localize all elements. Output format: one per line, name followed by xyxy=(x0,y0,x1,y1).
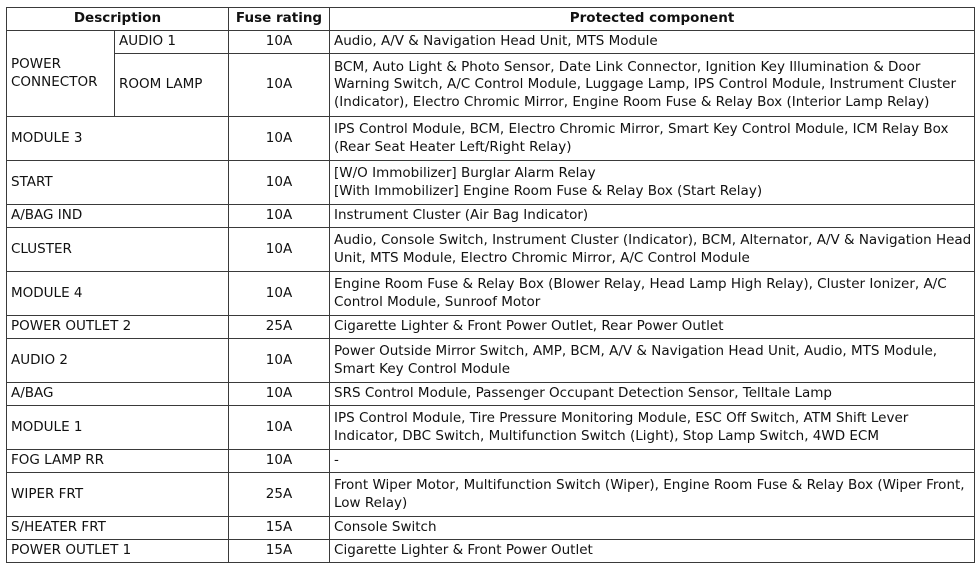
protected-component xyxy=(330,450,975,473)
fuse-description: A/BAG IND xyxy=(7,205,229,228)
protected-component-line: Cigarette Lighter & Front Power Outlet, Rear Power Outlet xyxy=(334,318,724,335)
protected-component: Audio, A/V & Navigation Head Unit, MTS Module xyxy=(330,31,975,54)
fuse-rating: 10A xyxy=(229,117,330,161)
fuse-description: MODULE 3 xyxy=(7,117,229,161)
table-row xyxy=(7,473,975,517)
table-row xyxy=(7,161,975,205)
protected-component xyxy=(330,54,975,117)
protected-component-line: Warning Switch, A/C Control Module, Luggage Lamp, IPS Control Module, Instrument Cluster xyxy=(334,76,957,93)
fuse-description: POWER OUTLET 1 xyxy=(7,540,229,563)
table-row xyxy=(7,316,975,339)
table-row xyxy=(7,383,975,406)
protected-component xyxy=(330,117,975,161)
table-row xyxy=(7,272,975,316)
fuse-rating: 15A xyxy=(229,540,330,563)
fuse-rating: 10A xyxy=(229,339,330,383)
protected-component-line: Power Outside Mirror Switch, AMP, BCM, A/V & Navigation Head Unit, Audio, MTS Module, xyxy=(334,343,938,359)
protected-component xyxy=(330,383,975,406)
protected-component-line: [W/O Immobilizer] Burglar Alarm Relay xyxy=(334,165,596,181)
fuse-description: START xyxy=(7,161,229,205)
fuse-rating: 10A xyxy=(229,205,330,228)
protected-component xyxy=(330,205,975,228)
protected-component-line: Indicator, DBC Switch, Multifunction Switch (Light), Stop Lamp Switch, 4WD ECM xyxy=(334,427,880,444)
fuse-rating: 10A xyxy=(229,161,330,205)
table-row xyxy=(7,31,975,54)
header-protected-component: Protected component xyxy=(330,8,975,31)
protected-component xyxy=(330,228,975,272)
fuse-table xyxy=(6,7,975,563)
table-row xyxy=(7,228,975,272)
fuse-description: FOG LAMP RR xyxy=(7,450,229,473)
table-row xyxy=(7,339,975,383)
protected-component xyxy=(330,272,975,316)
fuse-description: S/HEATER FRT xyxy=(7,517,229,540)
fuse-rating: 25A xyxy=(229,316,330,339)
fuse-rating: 15A xyxy=(229,517,330,540)
fuse-description: A/BAG xyxy=(7,383,229,406)
fuse-rating: 10A xyxy=(229,450,330,473)
fuse-rating: 10A xyxy=(229,31,330,54)
header-fuse-rating: Fuse rating xyxy=(229,8,330,31)
protected-component-line: - xyxy=(334,452,339,469)
power-connector-label xyxy=(7,31,115,117)
fuse-rating: 10A xyxy=(229,272,330,316)
protected-component-line: Console Switch xyxy=(334,519,437,536)
fuse-description: WIPER FRT xyxy=(7,473,229,517)
protected-component-line: Low Relay) xyxy=(334,494,408,511)
protected-component-line: Control Module, Sunroof Motor xyxy=(334,293,541,310)
protected-component-line: Audio, Console Switch, Instrument Cluster (Indicator), BCM, Alternator, A/V & Navigation Head xyxy=(334,232,972,248)
fuse-description: POWER OUTLET 2 xyxy=(7,316,229,339)
protected-component-line: [With Immobilizer] Engine Room Fuse & Relay Box (Start Relay) xyxy=(334,182,763,199)
fuse-rating: 10A xyxy=(229,383,330,406)
table-row xyxy=(7,450,975,473)
fuse-rating: 10A xyxy=(229,406,330,450)
fuse-rating: 10A xyxy=(229,54,330,117)
fuse-description: MODULE 1 xyxy=(7,406,229,450)
fuse-description: AUDIO 2 xyxy=(7,339,229,383)
fuse-description: CLUSTER xyxy=(7,228,229,272)
protected-component-line: Smart Key Control Module xyxy=(334,360,511,377)
table-row xyxy=(7,517,975,540)
protected-component-line: Engine Room Fuse & Relay Box (Blower Relay, Head Lamp High Relay), Cluster Ionizer, A/C xyxy=(334,276,947,292)
protected-component xyxy=(330,316,975,339)
table-row xyxy=(7,406,975,450)
protected-component xyxy=(330,473,975,517)
header-row xyxy=(7,8,975,31)
protected-component-line: (Indicator), Electro Chromic Mirror, Engine Room Fuse & Relay Box (Interior Lamp Relay) xyxy=(334,93,930,110)
protected-component-line: Unit, MTS Module, Electro Chromic Mirror, A/C Control Module xyxy=(334,249,750,266)
protected-component xyxy=(330,517,975,540)
protected-component-line: Instrument Cluster (Air Bag Indicator) xyxy=(334,207,589,224)
protected-component xyxy=(330,406,975,450)
power-connector-label-line: CONNECTOR xyxy=(11,73,98,90)
protected-component-line: IPS Control Module, Tire Pressure Monitoring Module, ESC Off Switch, ATM Shift Lever xyxy=(334,410,909,426)
power-connector-label-line: POWER xyxy=(11,56,62,72)
protected-component xyxy=(330,339,975,383)
table-row xyxy=(7,54,975,117)
protected-component-line: Front Wiper Motor, Multifunction Switch (Wiper), Engine Room Fuse & Relay Box (Wiper Front, xyxy=(334,477,965,493)
protected-component-line: (Rear Seat Heater Left/Right Relay) xyxy=(334,138,572,155)
protected-component-line: SRS Control Module, Passenger Occupant Detection Sensor, Telltale Lamp xyxy=(334,385,832,402)
protected-component-line: BCM, Auto Light & Photo Sensor, Date Link Connector, Ignition Key Illumination & Door xyxy=(334,58,921,75)
header-description: Description xyxy=(7,8,229,31)
sub-description-room-lamp: ROOM LAMP xyxy=(115,54,229,117)
protected-component xyxy=(330,161,975,205)
table-row xyxy=(7,117,975,161)
fuse-rating: 10A xyxy=(229,228,330,272)
table-row xyxy=(7,205,975,228)
table-row xyxy=(7,540,975,563)
fuse-rating: 25A xyxy=(229,473,330,517)
protected-component-line: Cigarette Lighter & Front Power Outlet xyxy=(334,542,593,559)
protected-component xyxy=(330,540,975,563)
protected-component-line: IPS Control Module, BCM, Electro Chromic Mirror, Smart Key Control Module, ICM Relay Box xyxy=(334,121,949,137)
sub-description-audio-1: AUDIO 1 xyxy=(115,31,229,54)
fuse-description: MODULE 4 xyxy=(7,272,229,316)
